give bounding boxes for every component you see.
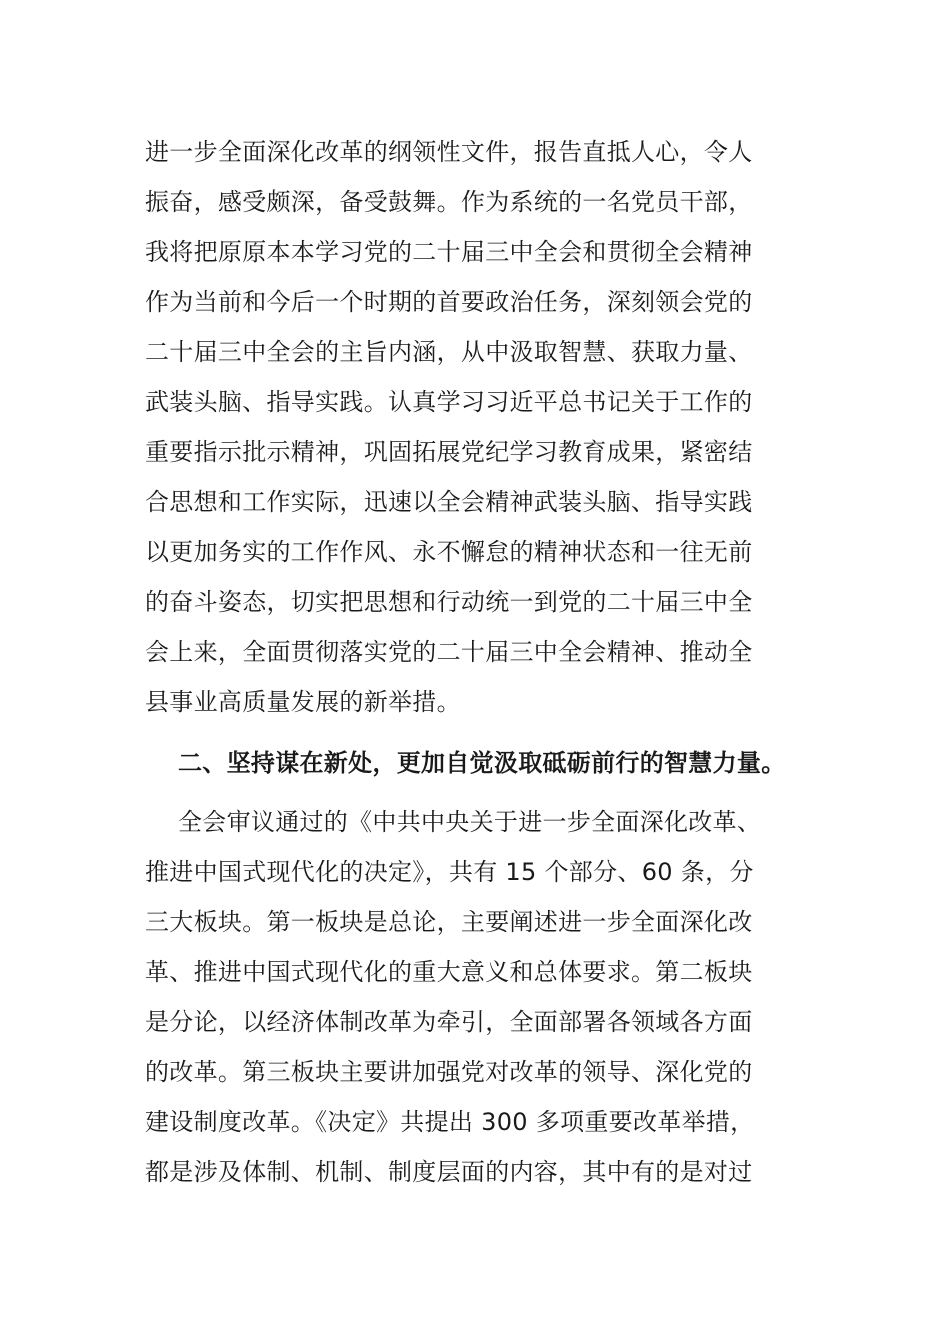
text-line: 武装头脑、指导实践。认真学习习近平总书记关于工作的: [145, 388, 753, 416]
text-line: 建设制度改革。《决定》共提出 300 多项重要改革举措，: [145, 1108, 755, 1136]
text-line: 都是涉及体制、机制、制度层面的内容，其中有的是对过: [145, 1158, 753, 1186]
paragraph-body-2: [145, 797, 845, 1197]
text-line: 三大板块。第一板块是总论，主要阐述进一步全面深化改: [145, 908, 753, 936]
text-line: 会上来，全面贯彻落实党的二十届三中全会精神、推动全: [145, 638, 753, 666]
text-line: 合思想和工作实际，迅速以全会精神武装头脑、指导实践: [145, 488, 753, 516]
text-line: 革、推进中国式现代化的重大意义和总体要求。第二板块: [145, 958, 753, 986]
text-line: 我将把原原本本学习党的二十届三中全会和贯彻全会精神: [145, 238, 753, 266]
text-line: 振奋，感受颇深，备受鼓舞。作为系统的一名党员干部，: [145, 188, 753, 216]
section-heading-2: [145, 738, 845, 788]
text-line: 进一步全面深化改革的纲领性文件，报告直抵人心，令人: [145, 138, 753, 166]
paragraph-body-1: [145, 127, 845, 727]
text-line: 的改革。第三板块主要讲加强党对改革的领导、深化党的: [145, 1058, 753, 1086]
text-line: 推进中国式现代化的决定》，共有 15 个部分、60 条，分: [145, 858, 754, 886]
text-line: 重要指示批示精神，巩固拓展党纪学习教育成果，紧密结: [145, 438, 753, 466]
text-line: 作为当前和今后一个时期的首要政治任务，深刻领会党的: [145, 288, 753, 316]
text-line: 县事业高质量发展的新举措。: [145, 688, 461, 716]
text-line: 以更加务实的工作作风、永不懈怠的精神状态和一往无前: [145, 538, 753, 566]
text-line: 是分论，以经济体制改革为牵引，全面部署各领域各方面: [145, 1008, 753, 1036]
text-line: 的奋斗姿态，切实把思想和行动统一到党的二十届三中全: [145, 588, 753, 616]
section-heading-text: 二、坚持谋在新处，更加自觉汲取砥砺前行的智慧力量。: [178, 749, 786, 777]
text-line: 二十届三中全会的主旨内涵，从中汲取智慧、获取力量、: [145, 338, 753, 366]
text-line: 全会审议通过的《中共中央关于进一步全面深化改革、: [178, 808, 762, 836]
